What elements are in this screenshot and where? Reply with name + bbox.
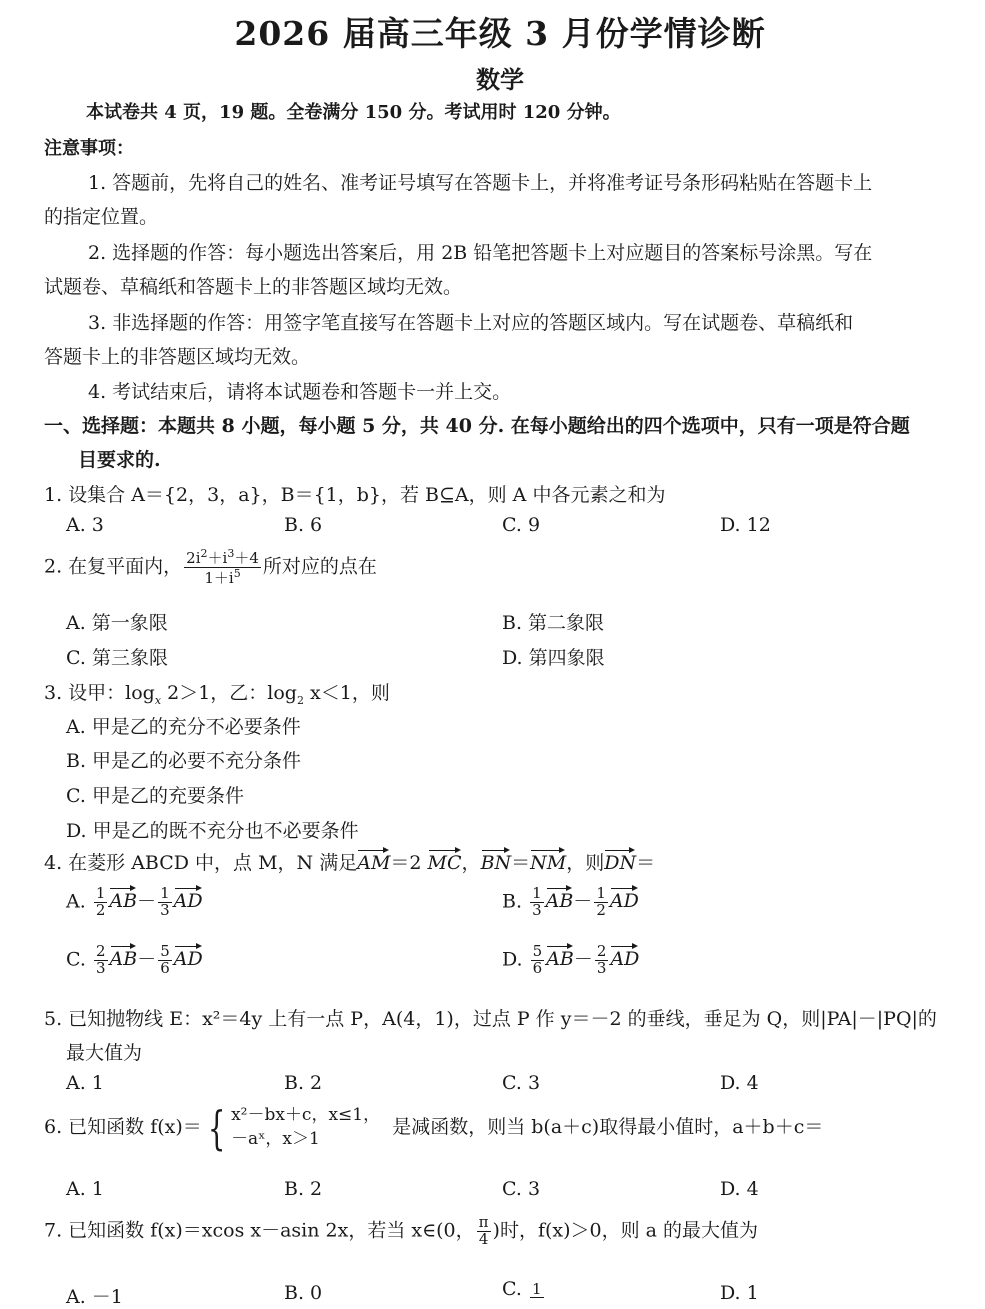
q5-option-d[interactable]: D. 4 [720, 1072, 759, 1094]
q6-option-a[interactable]: A. 1 [66, 1178, 104, 1200]
q2-num-exp1: 2 [200, 547, 208, 560]
q2-den-exp: 5 [233, 566, 241, 580]
q7-interval-close: ) [492, 1219, 500, 1242]
note-1-line2: 的指定位置。 [44, 206, 159, 228]
note-2-line2: 试题卷、草稿纸和答题卡上的非答题区域均无效。 [44, 276, 463, 298]
q4-a-minus: － [137, 890, 157, 913]
q5-option-a[interactable]: A. 1 [66, 1072, 104, 1094]
exam-subject: 数学 [476, 65, 524, 94]
q6-case2: －aˣ，x＞1 [231, 1128, 320, 1149]
q4-c-frac1 [94, 944, 108, 977]
q3-part3: x＜1，则 [303, 682, 390, 704]
q6-case1: x²－bx＋c，x≤1， [231, 1105, 381, 1125]
question-2-stem [44, 548, 377, 587]
q3-part2: 2＞1，乙：log [161, 682, 297, 704]
q3-option-d[interactable]: D. 甲是乙的既不充分也不必要条件 [66, 820, 359, 842]
note-3-line2: 答题卡上的非答题区域均无效。 [44, 346, 311, 368]
q4-a-vector-ab: AB [109, 886, 137, 912]
q7-interval-open: (0， [436, 1219, 475, 1242]
q3-sub1: x [154, 693, 162, 707]
question-1-stem: 1. 设集合 A＝{2，3，a}，B＝{1，b}，若 B⊆A，则 A 中各元素之和为 [44, 484, 666, 506]
q4-option-b-label: B. [502, 890, 523, 913]
q1-option-a[interactable]: A. 3 [66, 514, 104, 536]
q4-part2: ＝2 [390, 852, 422, 874]
exam-title: 2026 届高三年级 3 月份学情诊断 [234, 14, 766, 53]
q4-option-b[interactable] [502, 886, 639, 919]
q4-b-vector-ab: AB [546, 886, 574, 912]
q2-num-exp2: 3 [227, 547, 235, 560]
q4-option-a[interactable] [66, 886, 203, 919]
q4-a-frac1-den: 2 [95, 900, 106, 919]
q2-den-main: 1＋i [204, 568, 234, 587]
note-4-line1: 4. 考试结束后，请将本试题卷和答题卡一并上交。 [88, 381, 512, 403]
q7-suffix: 时，f(x)＞0，则 a 的最大值为 [499, 1219, 759, 1242]
q4-part6: ＝ [636, 852, 656, 874]
q4-option-d-label: D. [502, 948, 523, 971]
q4-part3: ， [461, 852, 481, 874]
q4-d-frac1 [531, 944, 545, 977]
q4-d-frac2-num: 2 [596, 942, 607, 960]
section-1-heading-line2: 目要求的. [78, 449, 161, 471]
question-5-stem: 5. 已知抛物线 E：x²＝4y 上有一点 P，A(4，1)，过点 P 作 y＝－2 的垂线，垂足为 Q，则|PA|－|PQ|的 [44, 1008, 937, 1030]
q4-b-frac1-num: 1 [532, 884, 542, 902]
question-7-stem [44, 1215, 758, 1248]
q7-option-c[interactable] [502, 1278, 546, 1300]
q4-c-frac2 [158, 944, 172, 977]
q4-c-frac1-num: 2 [95, 942, 106, 960]
q6-option-c[interactable]: C. 3 [502, 1178, 541, 1200]
q2-prefix: 2. 在复平面内， [44, 555, 183, 578]
q4-option-a-label: A. [66, 890, 86, 913]
q4-option-d[interactable] [502, 944, 639, 977]
q4-a-frac2-den: 3 [160, 900, 170, 919]
q4-a-frac2-num: 1 [160, 884, 170, 902]
q4-c-vector-ab: AB [110, 944, 138, 970]
q4-part5: ，则 [566, 852, 605, 874]
q2-fraction [184, 548, 261, 587]
q4-part4: ＝ [511, 852, 531, 874]
q4-d-vector-ad: AD [610, 944, 639, 970]
vector-bn: BN [481, 848, 512, 874]
q7-option-a[interactable]: A. －1 [66, 1286, 123, 1308]
q4-option-c-label: C. [66, 948, 86, 971]
q4-b-vector-ad: AD [610, 886, 639, 912]
q7-frac-num: π [478, 1213, 489, 1231]
question-4-stem [44, 848, 655, 875]
q6-option-d[interactable]: D. 4 [720, 1178, 759, 1200]
q7-option-b[interactable]: B. 0 [284, 1282, 323, 1304]
q2-num-main: 2i [186, 549, 201, 567]
q4-a-vector-ad: AD [174, 886, 203, 912]
q4-b-frac1 [530, 886, 544, 919]
q6-suffix: 是减函数，则当 b(a＋c)取得最小值时，a＋b＋c＝ [392, 1115, 824, 1138]
q4-part1: 4. 在菱形 ABCD 中，点 M，N 满足 [44, 852, 358, 874]
q6-cases [231, 1104, 380, 1152]
q4-option-c[interactable] [66, 944, 203, 977]
q4-d-frac1-den: 6 [532, 958, 543, 977]
q1-option-b[interactable]: B. 6 [284, 514, 323, 536]
q4-c-frac2-den: 6 [160, 958, 170, 977]
q4-b-frac2-num: 1 [596, 884, 606, 902]
q7-option-c-num: 1 [531, 1279, 542, 1298]
note-1-line1: 1. 答题前，先将自己的姓名、准考证号填写在答题卡上，并将准考证号条形码粘贴在答题卡上 [88, 172, 873, 194]
question-5-stem-line2: 最大值为 [66, 1042, 143, 1064]
q4-a-frac2 [158, 886, 172, 919]
q4-a-frac1-num: 1 [95, 884, 106, 902]
question-6-stem [44, 1100, 824, 1155]
q4-d-minus: － [573, 948, 593, 971]
q1-option-d[interactable]: D. 12 [720, 514, 771, 536]
q1-option-c[interactable]: C. 9 [502, 514, 541, 536]
q4-b-frac2 [594, 886, 608, 919]
q3-option-b[interactable]: B. 甲是乙的必要不充分条件 [66, 750, 302, 772]
notes-heading: 注意事项： [44, 138, 134, 159]
q2-suffix: 所对应的点在 [262, 555, 377, 578]
q5-option-c[interactable]: C. 3 [502, 1072, 541, 1094]
q2-num-mid: ＋i [207, 549, 228, 567]
q4-a-frac1 [94, 886, 108, 919]
note-3-line1: 3. 非选择题的作答：用签字笔直接写在答题卡上对应的答题区域内。写在试题卷、草稿纸和 [88, 312, 854, 334]
q2-option-b[interactable]: B. 第二象限 [502, 612, 605, 634]
exam-info: 本试卷共 4 页，19 题。全卷满分 150 分。考试用时 120 分钟。 [86, 102, 621, 123]
q7-fraction [477, 1215, 491, 1248]
q4-b-minus: － [573, 890, 593, 913]
q4-d-frac2-den: 3 [596, 958, 607, 977]
q2-num-end: ＋4 [234, 549, 259, 567]
q6-brace: { [207, 1100, 226, 1155]
q4-b-frac2-den: 2 [596, 900, 606, 919]
q6-prefix: 6. 已知函数 f(x)＝ [44, 1115, 202, 1138]
vector-mc: MC [428, 848, 462, 874]
q4-c-minus: － [137, 948, 157, 971]
q2-option-c[interactable]: C. 第三象限 [66, 647, 168, 669]
q7-option-c-frac [530, 1279, 544, 1299]
q7-prefix: 7. 已知函数 f(x)＝xcos x－asin 2x，若当 x∈ [44, 1219, 437, 1242]
q7-option-c-label: C. [502, 1278, 522, 1300]
question-3-stem [44, 678, 390, 707]
q5-option-b[interactable]: B. 2 [284, 1072, 323, 1094]
vector-am: AM [357, 848, 390, 874]
q4-d-frac2 [595, 944, 609, 977]
q7-frac-den: 4 [478, 1229, 489, 1248]
q6-option-b[interactable]: B. 2 [284, 1178, 323, 1200]
q2-option-a[interactable]: A. 第一象限 [66, 612, 168, 634]
q4-d-frac1-num: 5 [532, 942, 543, 960]
q4-c-vector-ad: AD [174, 944, 203, 970]
note-2-line1: 2. 选择题的作答：每小题选出答案后，用 2B 铅笔把答题卡上对应题目的答案标号涂黑。写在 [88, 242, 873, 264]
q7-option-d[interactable]: D. 1 [720, 1282, 759, 1304]
q4-d-vector-ab: AB [546, 944, 574, 970]
vector-nm: NM [530, 848, 566, 874]
q4-c-frac1-den: 3 [95, 958, 106, 977]
q3-part1: 3. 设甲：log [44, 682, 155, 704]
q3-option-c[interactable]: C. 甲是乙的充要条件 [66, 785, 244, 807]
vector-dn: DN [604, 848, 636, 874]
section-1-heading: 一、选择题：本题共 8 小题，每小题 5 分，共 40 分. 在每小题给出的四个选项中，只有一项是符合题 [44, 415, 910, 437]
q3-option-a[interactable]: A. 甲是乙的充分不必要条件 [66, 716, 301, 738]
q3-sub2: 2 [296, 693, 304, 707]
q4-c-frac2-num: 5 [160, 942, 170, 960]
q4-b-frac1-den: 3 [532, 900, 542, 919]
q2-option-d[interactable]: D. 第四象限 [502, 647, 605, 669]
